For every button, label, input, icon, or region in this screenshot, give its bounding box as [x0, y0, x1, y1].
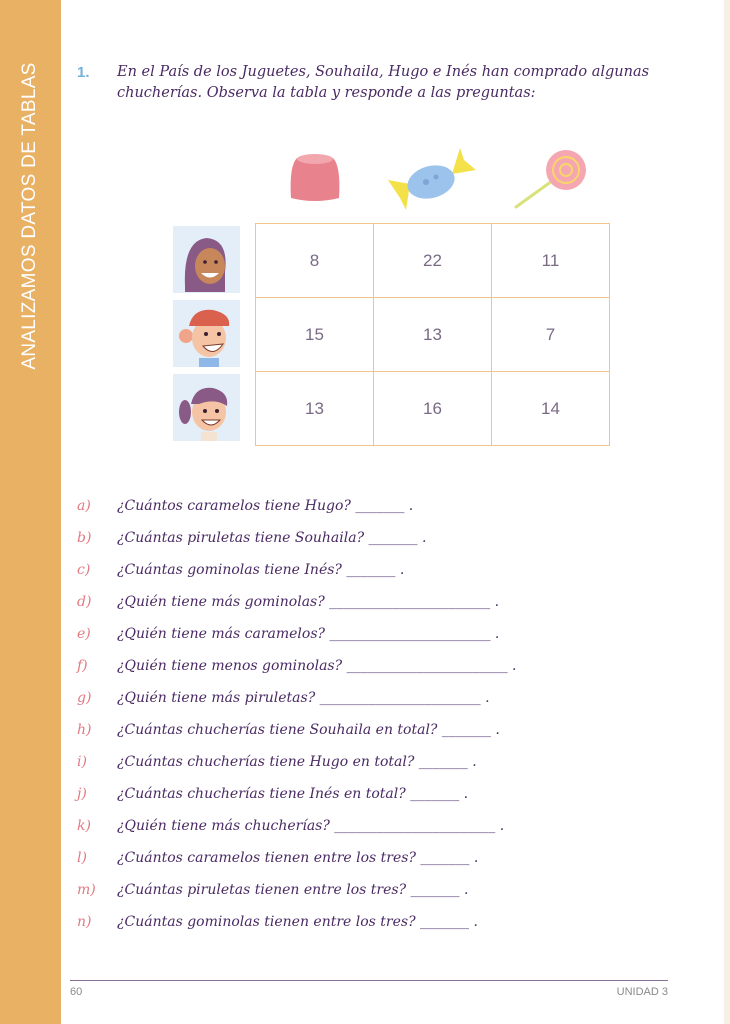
- list-item: [77, 562, 516, 594]
- item-letter: j): [77, 786, 87, 802]
- list-item: [77, 754, 516, 786]
- list-item: [77, 594, 516, 626]
- list-item: [77, 690, 516, 722]
- question-text: ¿Cuántas chucherías tiene Inés en total? _______ .: [117, 786, 469, 802]
- item-letter: e): [77, 626, 91, 642]
- question-text: ¿Quién tiene más gominolas? _______________________ .: [117, 594, 500, 610]
- question-text: ¿Cuántos caramelos tienen entre los tres? _______ .: [117, 850, 479, 866]
- lollipop-icon: [512, 147, 590, 211]
- sidebar-title: ANALIZAMOS DATOS DE TABLAS: [19, 62, 40, 370]
- question-text: ¿Cuántas piruletas tienen entre los tres? _______ .: [117, 882, 469, 898]
- question-text: ¿Cuántos caramelos tiene Hugo? _______ .: [117, 498, 414, 514]
- table-row: [256, 372, 610, 446]
- page-number: 60: [70, 986, 83, 998]
- table-cell: 16: [374, 372, 492, 446]
- question-text: ¿Cuántas chucherías tiene Souhaila en total? _______ .: [117, 722, 500, 738]
- question-text: ¿Quién tiene más chucherías? _______________________ .: [117, 818, 505, 834]
- table-row: [256, 298, 610, 372]
- candy-table: [255, 223, 610, 446]
- item-letter: m): [77, 882, 96, 898]
- exercise-statement: En el País de los Juguetes, Souhaila, Hugo e Inés han comprado algunas chucherías. Observa la tabla y responde a las preguntas:: [117, 64, 650, 101]
- list-item: [77, 722, 516, 754]
- item-letter: b): [77, 530, 92, 546]
- gumdrop-icon: [287, 152, 343, 204]
- hugo-avatar: [173, 300, 240, 367]
- item-letter: c): [77, 562, 91, 578]
- question-list: [77, 498, 516, 946]
- footer-divider: [70, 980, 668, 981]
- exercise-number: 1.: [77, 64, 90, 81]
- question-text: ¿Quién tiene más caramelos? _______________________ .: [117, 626, 500, 642]
- item-letter: l): [77, 850, 87, 866]
- table-cell: 13: [374, 298, 492, 372]
- question-text: ¿Cuántas gominolas tiene Inés? _______ .: [117, 562, 405, 578]
- list-item: [77, 658, 516, 690]
- table-cell: 8: [256, 224, 374, 298]
- souhaila-avatar: [173, 226, 240, 293]
- item-letter: a): [77, 498, 91, 514]
- question-text: ¿Quién tiene más piruletas? _______________________ .: [117, 690, 490, 706]
- item-letter: n): [77, 914, 92, 930]
- list-item: [77, 818, 516, 850]
- table-cell: 15: [256, 298, 374, 372]
- item-letter: i): [77, 754, 87, 770]
- table-cell: 14: [492, 372, 610, 446]
- item-letter: k): [77, 818, 91, 834]
- unit-label: UNIDAD 3: [616, 986, 668, 998]
- item-letter: h): [77, 722, 92, 738]
- ines-avatar: [173, 374, 240, 441]
- list-item: [77, 914, 516, 946]
- page-edge: [724, 0, 730, 1024]
- table-cell: 13: [256, 372, 374, 446]
- list-item: [77, 850, 516, 882]
- question-text: ¿Cuántas chucherías tiene Hugo en total? _______ .: [117, 754, 477, 770]
- list-item: [77, 882, 516, 914]
- table-cell: 7: [492, 298, 610, 372]
- sidebar: [0, 0, 61, 1024]
- table-cell: 22: [374, 224, 492, 298]
- list-item: [77, 498, 516, 530]
- list-item: [77, 626, 516, 658]
- question-text: ¿Quién tiene menos gominolas? _______________________ .: [117, 658, 517, 674]
- item-letter: g): [77, 690, 92, 706]
- table-row: [256, 224, 610, 298]
- list-item: [77, 530, 516, 562]
- wrapped-candy-icon: [386, 146, 478, 212]
- question-text: ¿Cuántas piruletas tiene Souhaila? _______ .: [117, 530, 427, 546]
- question-text: ¿Cuántas gominolas tienen entre los tres? _______ .: [117, 914, 478, 930]
- list-item: [77, 786, 516, 818]
- item-letter: f): [77, 658, 88, 674]
- item-letter: d): [77, 594, 92, 610]
- table-cell: 11: [492, 224, 610, 298]
